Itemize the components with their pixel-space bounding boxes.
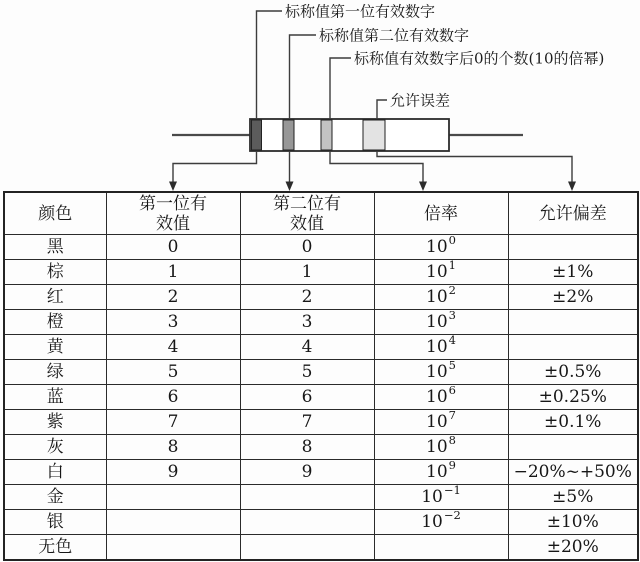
- table-row: [4, 485, 638, 510]
- table-row: [4, 310, 638, 335]
- leader-line-tolerance: [377, 100, 387, 119]
- multiplier-cell: [374, 535, 508, 561]
- first-digit-cell: 8: [106, 435, 240, 460]
- second-significant-band: [283, 120, 294, 150]
- header-text: 效值: [290, 213, 324, 234]
- color-cell: 紫: [4, 410, 106, 435]
- down-arrow-tolerance-icon: [568, 182, 576, 192]
- color-cell: 银: [4, 510, 106, 535]
- header-text: 允许偏差: [538, 203, 607, 224]
- multiplier-base: 10: [426, 287, 448, 307]
- multiplier-base: 10: [421, 487, 443, 507]
- first-digit-cell: [106, 535, 240, 561]
- tolerance-cell: ±5%: [508, 485, 638, 510]
- table-row: [4, 435, 638, 460]
- table-row: [4, 460, 638, 485]
- second-digit-cell: 8: [240, 435, 374, 460]
- color-cell: 黑: [4, 235, 106, 260]
- multiplier-exponent: 1: [448, 259, 456, 273]
- first-digit-cell: [106, 485, 240, 510]
- header-text: 颜色: [38, 203, 73, 224]
- multiplier-exponent: 5: [448, 359, 456, 373]
- down-arrow-second-digit-icon: [286, 182, 294, 192]
- header-text: 倍率: [424, 203, 458, 224]
- second-digit-cell: 6: [240, 385, 374, 410]
- multiplier-base: 10: [426, 337, 448, 357]
- multiplier-cell: [374, 260, 508, 285]
- down-arrow-first-digit-icon: [169, 182, 177, 192]
- tolerance-cell: [508, 310, 638, 335]
- multiplier-header: [374, 192, 508, 235]
- multiplier-cell: [374, 410, 508, 435]
- color-cell: 灰: [4, 435, 106, 460]
- tolerance-cell: [508, 335, 638, 360]
- leader-line-first-digit: [257, 11, 283, 119]
- first-digit-cell: 1: [106, 260, 240, 285]
- color-cell: 蓝: [4, 385, 106, 410]
- resistor-diagram: [0, 0, 640, 191]
- tolerance-cell: −20%~+50%: [508, 460, 638, 485]
- multiplier-base: 10: [426, 387, 448, 407]
- first-digit-cell: [106, 510, 240, 535]
- tolerance-cell: ±0.1%: [508, 410, 638, 435]
- multiplier-exponent: 4: [448, 334, 456, 348]
- leader-line-multiplier: [330, 58, 351, 119]
- color-cell: 黄: [4, 335, 106, 360]
- multiplier-exponent: 8: [448, 434, 456, 448]
- second-digit-cell: 5: [240, 360, 374, 385]
- multiplier-exponent: −2: [443, 509, 461, 523]
- multiplier-cell: [374, 435, 508, 460]
- table-row: [4, 335, 638, 360]
- multiplier-base: 10: [426, 362, 448, 382]
- tolerance-cell: [508, 435, 638, 460]
- second-digit-cell: [240, 510, 374, 535]
- tolerance-cell: ±0.25%: [508, 385, 638, 410]
- leader-line-second-digit: [290, 35, 317, 119]
- multiplier-cell: [374, 310, 508, 335]
- header-text: 第一位有: [139, 193, 207, 214]
- second-digit-cell: [240, 485, 374, 510]
- multiplier-base: 10: [426, 262, 448, 282]
- multiplier-band: [321, 120, 332, 150]
- multiplier-base: 10: [426, 462, 448, 482]
- tolerance-cell: ±20%: [508, 535, 638, 561]
- table-row: [4, 360, 638, 385]
- multiplier-label: 标称值有效数字后0的个数(10的倍幂): [354, 49, 605, 68]
- color-cell: 白: [4, 460, 106, 485]
- first-digit-cell: 2: [106, 285, 240, 310]
- multiplier-cell: [374, 335, 508, 360]
- color-header: [4, 192, 106, 235]
- color-code-table-body: [4, 235, 638, 561]
- table-row: [4, 510, 638, 535]
- multiplier-base: 10: [426, 437, 448, 457]
- second-digit-cell: 1: [240, 260, 374, 285]
- multiplier-cell: [374, 360, 508, 385]
- first-digit-header: [106, 192, 240, 235]
- multiplier-exponent: −1: [443, 484, 461, 498]
- second-digit-label: 标称值第二位有效数字: [319, 26, 470, 45]
- resistor-body: [250, 119, 449, 151]
- table-row: [4, 410, 638, 435]
- first-digit-cell: 7: [106, 410, 240, 435]
- table-row: [4, 235, 638, 260]
- second-digit-cell: 3: [240, 310, 374, 335]
- multiplier-base: 10: [426, 312, 448, 332]
- header-text: 第二位有: [273, 193, 341, 214]
- first-significant-band: [252, 120, 262, 150]
- color-cell: 绿: [4, 360, 106, 385]
- multiplier-base: 10: [426, 237, 448, 257]
- down-arrow-multiplier-icon: [419, 182, 427, 192]
- table-row: [4, 385, 638, 410]
- tolerance-cell: ±1%: [508, 260, 638, 285]
- tolerance-cell: ±10%: [508, 510, 638, 535]
- first-digit-cell: 5: [106, 360, 240, 385]
- multiplier-cell: [374, 485, 508, 510]
- first-digit-cell: 0: [106, 235, 240, 260]
- second-digit-cell: [240, 535, 374, 561]
- multiplier-exponent: 3: [448, 309, 456, 323]
- tolerance-cell: ±0.5%: [508, 360, 638, 385]
- tolerance-band: [363, 120, 385, 150]
- second-digit-cell: 7: [240, 410, 374, 435]
- connector-line-first-digit: [173, 151, 257, 183]
- multiplier-cell: [374, 460, 508, 485]
- connector-line-tolerance: [377, 151, 572, 183]
- color-code-table: [3, 191, 639, 561]
- first-digit-cell: 4: [106, 335, 240, 360]
- table-row: [4, 260, 638, 285]
- second-digit-cell: 2: [240, 285, 374, 310]
- table-row: [4, 285, 638, 310]
- first-digit-cell: 9: [106, 460, 240, 485]
- multiplier-exponent: 9: [448, 459, 456, 473]
- multiplier-base: 10: [426, 412, 448, 432]
- first-digit-label: 标称值第一位有效数字: [285, 2, 436, 21]
- second-digit-cell: 4: [240, 335, 374, 360]
- multiplier-exponent: 0: [448, 234, 456, 248]
- multiplier-exponent: 2: [448, 284, 456, 298]
- second-digit-header: [240, 192, 374, 235]
- second-digit-cell: 9: [240, 460, 374, 485]
- color-cell: 金: [4, 485, 106, 510]
- tolerance-label: 允许误差: [390, 91, 451, 110]
- multiplier-base: 10: [421, 512, 443, 532]
- color-cell: 红: [4, 285, 106, 310]
- table-header-row: [4, 192, 638, 235]
- multiplier-cell: [374, 510, 508, 535]
- color-cell: 无色: [4, 535, 106, 561]
- multiplier-cell: [374, 285, 508, 310]
- multiplier-cell: [374, 385, 508, 410]
- multiplier-exponent: 6: [448, 384, 456, 398]
- table-row: [4, 535, 638, 561]
- multiplier-exponent: 7: [448, 409, 456, 423]
- tolerance-header: [508, 192, 638, 235]
- color-cell: 橙: [4, 310, 106, 335]
- first-digit-cell: 6: [106, 385, 240, 410]
- header-text: 效值: [156, 213, 190, 234]
- first-digit-cell: 3: [106, 310, 240, 335]
- tolerance-cell: ±2%: [508, 285, 638, 310]
- multiplier-cell: [374, 235, 508, 260]
- tolerance-cell: [508, 235, 638, 260]
- color-cell: 棕: [4, 260, 106, 285]
- second-digit-cell: 0: [240, 235, 374, 260]
